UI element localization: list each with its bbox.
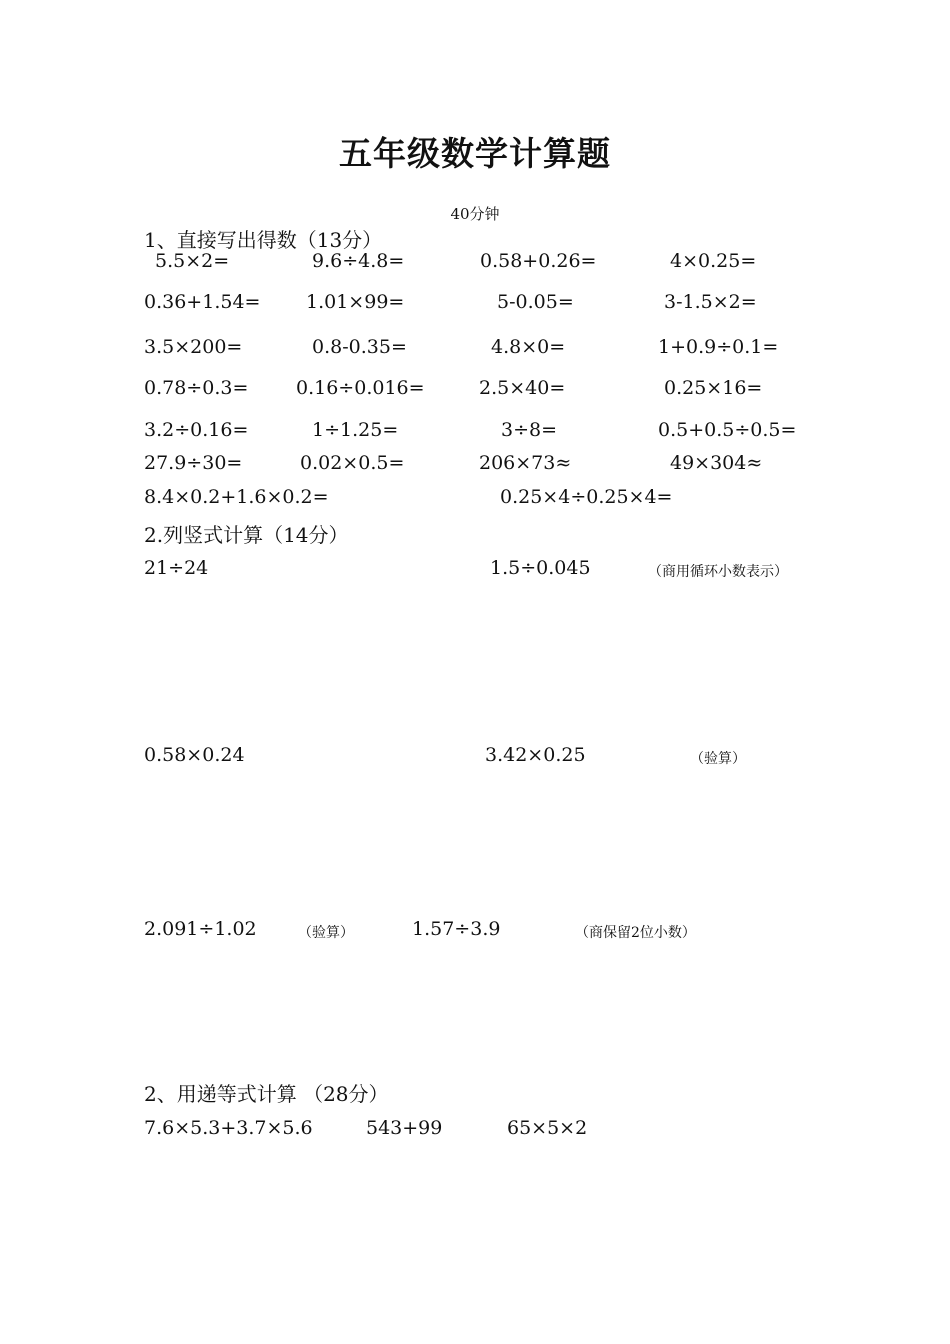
problem-item: 4.8×0= — [491, 336, 566, 358]
problem-item: 0.02×0.5= — [300, 452, 405, 474]
problem-item: 0.25×4÷0.25×4= — [500, 486, 673, 508]
problem-item: 1.01×99= — [306, 291, 405, 313]
problem-item: 0.5+0.5÷0.5= — [658, 419, 797, 441]
problem-item: 1+0.9÷0.1= — [658, 336, 779, 358]
problem-item: 49×304≈ — [670, 452, 763, 474]
problem-item: 3.2÷0.16= — [144, 419, 249, 441]
problem-item: 1.5÷0.045 — [490, 557, 591, 579]
problem-item: 1÷1.25= — [312, 419, 399, 441]
section2-heading: 2.列竖式计算（14分） — [144, 523, 349, 547]
problem-item: 3.5×200= — [144, 336, 243, 358]
problem-item: 2.5×40= — [479, 377, 566, 399]
problem-item: 4×0.25= — [670, 250, 757, 272]
problem-item: 0.58×0.24 — [144, 744, 245, 766]
problem-note: （商用循环小数表示） — [648, 564, 788, 580]
page-title: 五年级数学计算题 — [339, 134, 611, 173]
problem-item: 65×5×2 — [507, 1117, 588, 1139]
problem-note: （商保留2位小数） — [575, 925, 696, 941]
problem-item: 0.8-0.35= — [312, 336, 407, 358]
problem-item: 3.42×0.25 — [485, 744, 586, 766]
problem-item: 9.6÷4.8= — [312, 250, 405, 272]
problem-item: 0.36+1.54= — [144, 291, 261, 313]
problem-note: （验算） — [690, 751, 746, 767]
problem-item: 0.25×16= — [664, 377, 763, 399]
problem-item: 7.6×5.3+3.7×5.6 — [144, 1117, 313, 1139]
problem-item: 8.4×0.2+1.6×0.2= — [144, 486, 329, 508]
problem-item: 0.16÷0.016= — [296, 377, 425, 399]
problem-item: 21÷24 — [144, 557, 209, 579]
section1-heading: 1、直接写出得数（13分） — [144, 228, 383, 252]
section3-heading: 2、用递等式计算 （28分） — [144, 1082, 389, 1106]
problem-item: 1.57÷3.9 — [412, 918, 501, 940]
problem-note: （验算） — [298, 925, 354, 941]
problem-item: 0.58+0.26= — [480, 250, 597, 272]
problem-item: 206×73≈ — [479, 452, 572, 474]
problem-item: 27.9÷30= — [144, 452, 243, 474]
problem-item: 0.78÷0.3= — [144, 377, 249, 399]
problem-item: 2.091÷1.02 — [144, 918, 257, 940]
time-limit: 40分钟 — [450, 205, 500, 223]
problem-item: 543+99 — [366, 1117, 443, 1139]
problem-item: 3-1.5×2= — [664, 291, 757, 313]
problem-item: 3÷8= — [501, 419, 558, 441]
problem-item: 5.5×2= — [155, 250, 230, 272]
problem-item: 5-0.05= — [497, 291, 574, 313]
